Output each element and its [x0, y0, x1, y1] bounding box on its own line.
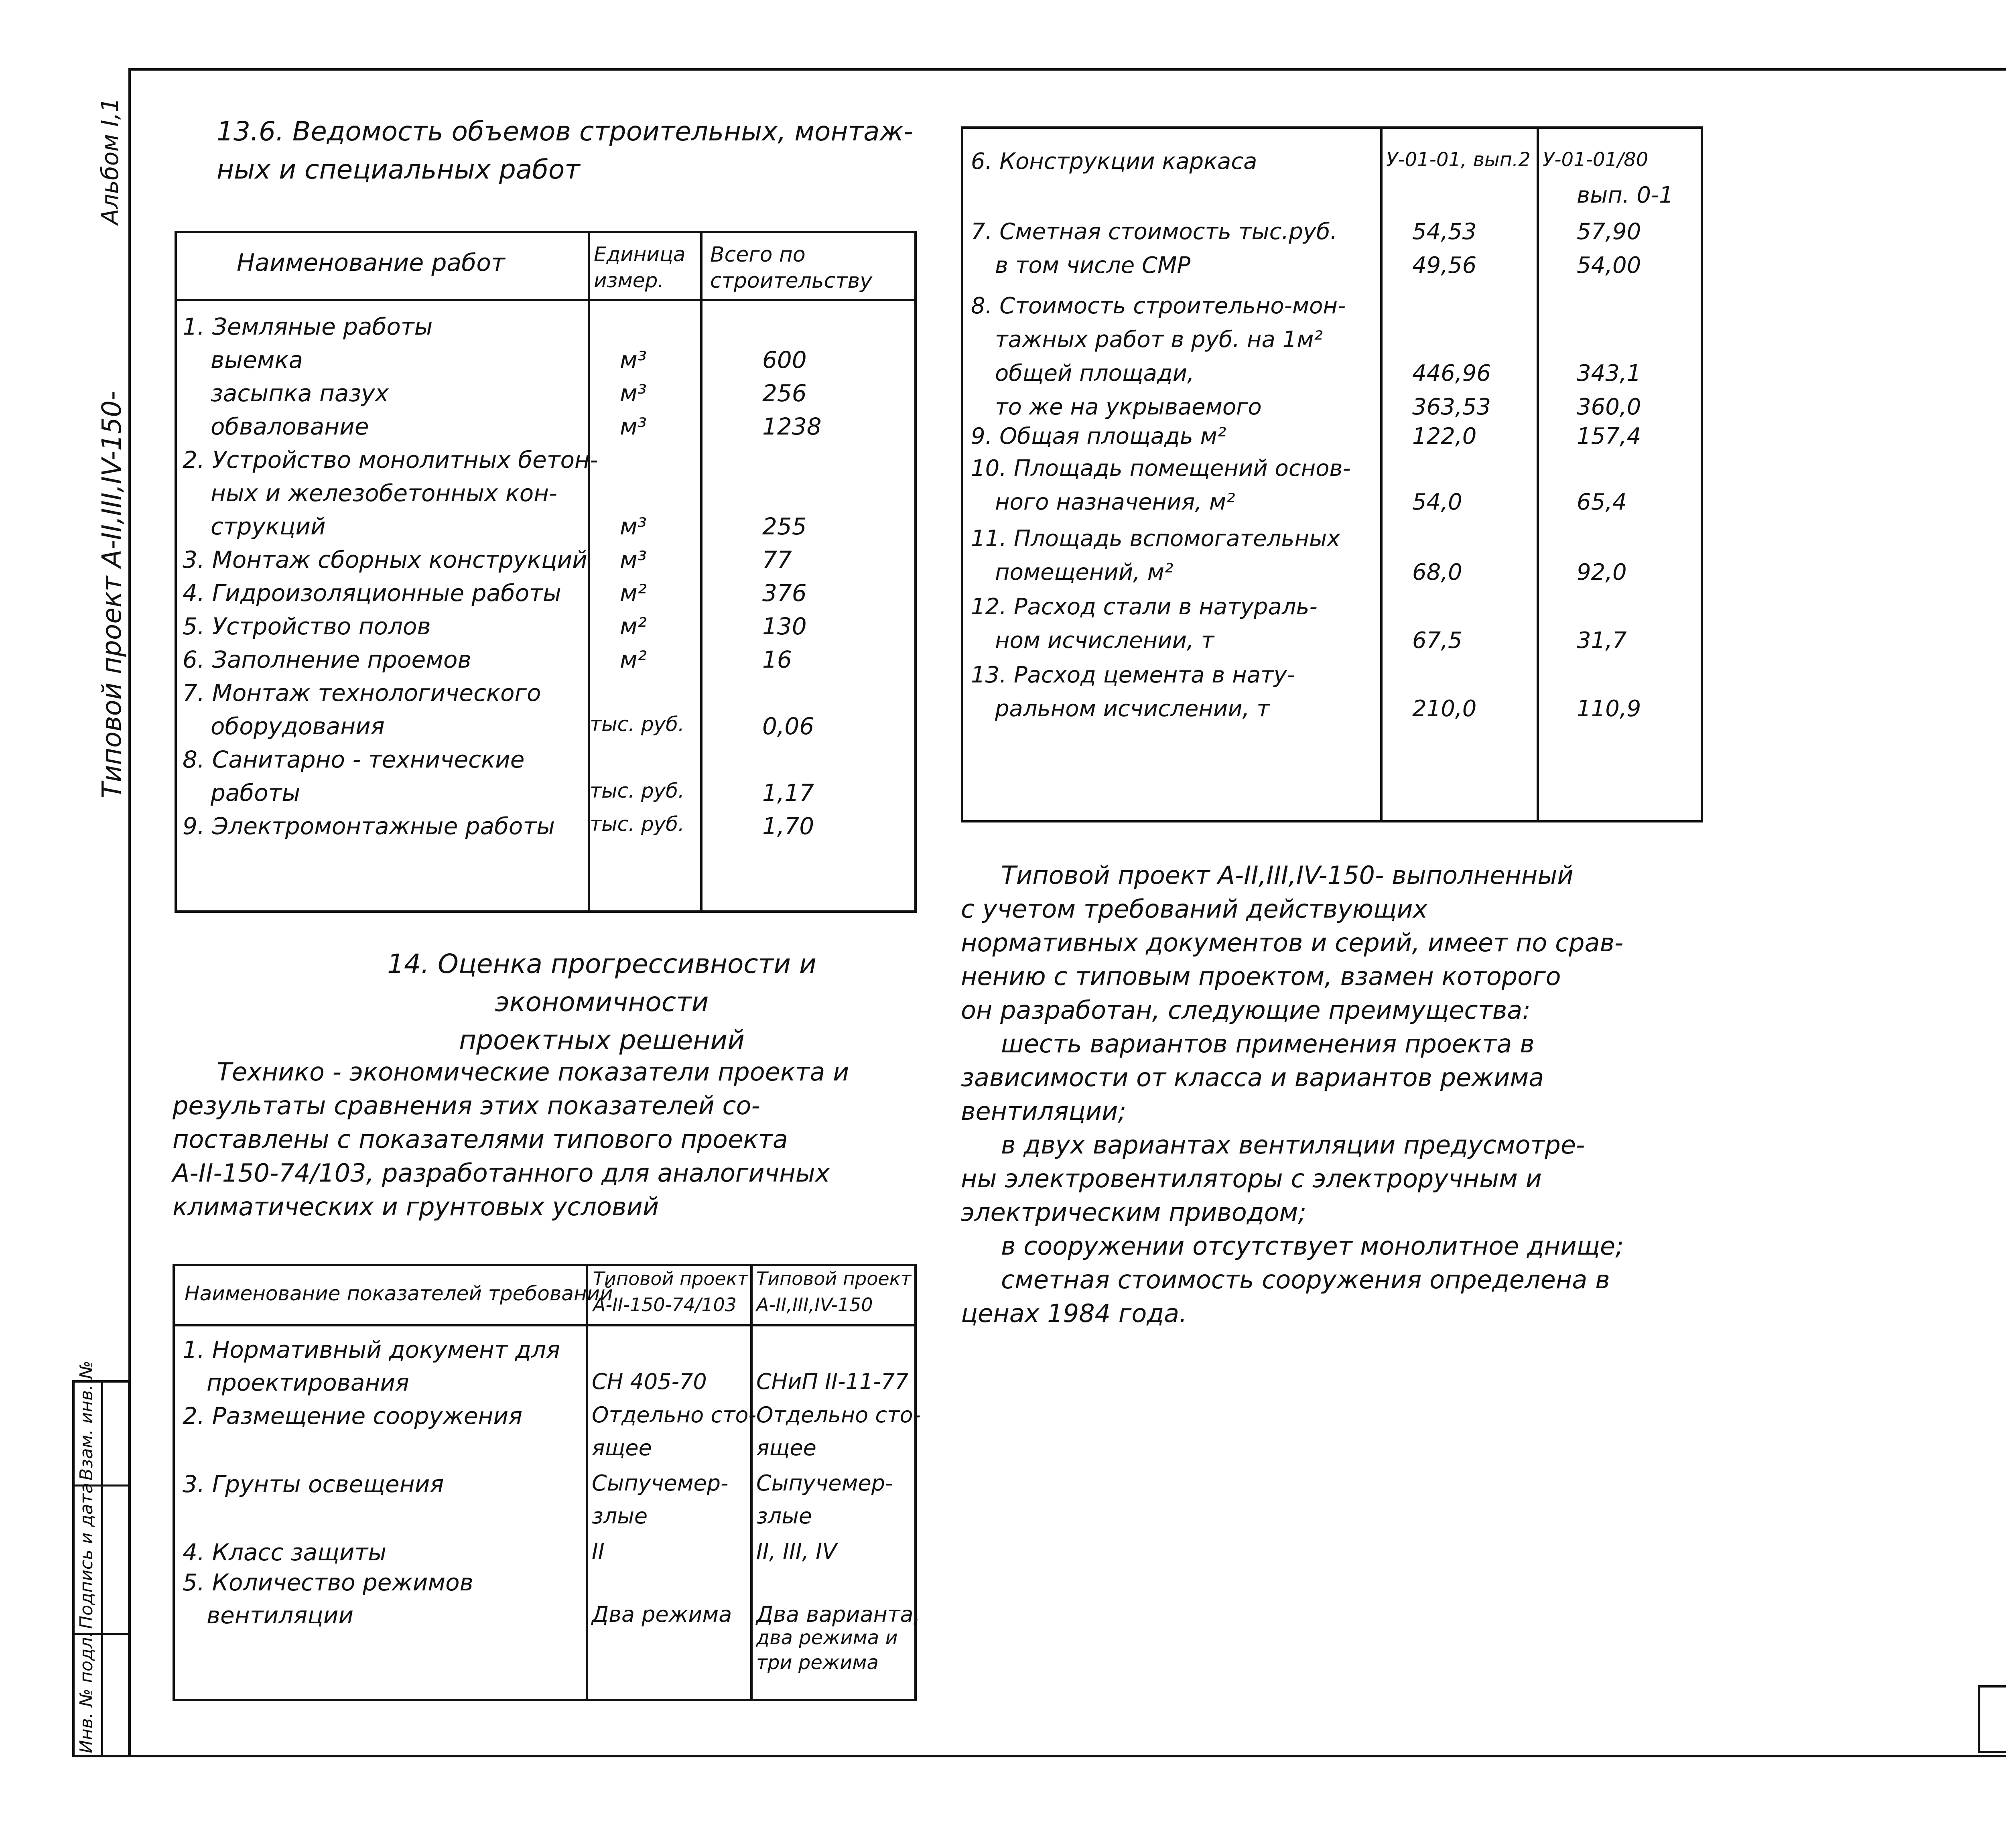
cmp-row-old: Отдельно сто- — [592, 1402, 757, 1428]
works-header-unit-2: измер. — [594, 269, 664, 292]
indicator-name: 9. Общая площадь м² — [971, 423, 1226, 449]
works-row-name: 2. Устройство монолитных бетон- — [183, 446, 598, 473]
works-row-unit: тыс. руб. — [590, 713, 684, 736]
indicator-new: вып. 0-1 — [1577, 182, 1673, 208]
conclusion-line: с учетом требований действующих — [961, 894, 1428, 924]
section14-intro — [173, 1055, 927, 1224]
works-row-value: 1,70 — [762, 812, 814, 840]
conclusion-line: нению с типовым проектом, взамен которого — [961, 962, 1561, 991]
intro-line: климатических и грунтовых условий — [173, 1192, 659, 1221]
cmp-row-new: злые — [756, 1503, 812, 1529]
cmp-row-name: 4. Класс защиты — [183, 1539, 387, 1566]
cmp-row-new: два режима и — [756, 1627, 898, 1649]
margin-field-sign: Подпись и дата — [76, 1482, 97, 1629]
cmp-row-new: Два варианта, — [756, 1602, 920, 1627]
conclusion-line: зависимости от класса и вариантов режима — [961, 1063, 1544, 1092]
works-row-name: 4. Гидроизоляционные работы — [183, 579, 561, 607]
works-row-name: 5. Устройство полов — [183, 613, 431, 640]
indicator-old: 446,96 — [1412, 360, 1491, 386]
cmp-row-old: II — [592, 1539, 605, 1564]
works-row-value: 376 — [762, 579, 807, 607]
cmp-row-old: ящее — [592, 1435, 652, 1460]
margin-field-vzam: Взам. инв. № — [76, 1361, 97, 1480]
conclusion-line: в двух вариантах вентиляции предусмотре- — [1001, 1130, 1585, 1160]
conclusion-line: ны электровентиляторы с электроручным и — [961, 1164, 1542, 1193]
conclusion-line: ценах 1984 года. — [961, 1299, 1187, 1328]
works-row-value: 256 — [762, 380, 807, 407]
cmp-row-name: проектирования — [207, 1369, 409, 1396]
cmp-row-old: СН 405-70 — [592, 1369, 707, 1394]
indicator-old: 67,5 — [1412, 628, 1462, 654]
conclusion-line: в сооружении отсутствует монолитное днище; — [1001, 1231, 1624, 1261]
works-row-value: 1238 — [762, 413, 822, 440]
cmp-header-old-1: Типовой проект — [593, 1268, 748, 1290]
indicator-old: У-01-01, вып.2 — [1386, 148, 1531, 171]
works-row-unit: м³ — [620, 380, 647, 407]
indicator-new: 360,0 — [1577, 394, 1641, 420]
indicator-new: 31,7 — [1577, 628, 1627, 654]
cmp-row-old: Сыпучемер- — [592, 1470, 729, 1496]
indicator-new: 57,90 — [1577, 219, 1641, 245]
cmp-header-new-2: А-II,III,IV-150 — [756, 1294, 873, 1316]
cmp-row-name: 2. Размещение сооружения — [183, 1402, 523, 1430]
cmp-row-new: СНиП II-11-77 — [756, 1369, 909, 1394]
indicator-old: 54,53 — [1412, 219, 1477, 245]
works-row-name: засыпка пазух — [211, 380, 389, 407]
cmp-row-old: Два режима — [592, 1602, 732, 1627]
margin-field-inv: Инв. № подл. — [76, 1631, 97, 1753]
works-row-unit: тыс. руб. — [590, 779, 684, 802]
works-row-name: ных и железобетонных кон- — [211, 479, 558, 507]
indicator-name: то же на укрываемого — [995, 394, 1262, 420]
indicator-name: ного назначения, м² — [995, 489, 1235, 515]
indicator-old: 210,0 — [1412, 696, 1477, 722]
indicator-name: ном исчислении, т — [995, 628, 1214, 654]
works-row-unit: м² — [620, 579, 647, 607]
indicator-old: 68,0 — [1412, 559, 1462, 585]
indicator-name: 11. Площадь вспомогательных — [971, 526, 1340, 552]
cmp-row-new: II, III, IV — [756, 1539, 837, 1564]
works-row-name: 9. Электромонтажные работы — [183, 812, 555, 840]
conclusion-line: электрическим приводом; — [961, 1198, 1307, 1227]
works-row-value: 1,17 — [762, 779, 814, 806]
conclusion — [961, 859, 1711, 1330]
album-label: Альбом I,1 — [96, 97, 124, 225]
works-row-value: 130 — [762, 613, 807, 640]
works-row-name: работы — [211, 779, 300, 806]
indicator-name: помещений, м² — [995, 559, 1174, 585]
indicator-name: 7. Сметная стоимость тыс.руб. — [971, 219, 1338, 245]
indicator-new: 54,00 — [1577, 252, 1641, 278]
works-row-unit: м³ — [620, 346, 647, 374]
works-row-value: 0,06 — [762, 713, 814, 740]
works-row-unit: м³ — [620, 513, 647, 540]
intro-line: Технико - экономические показатели проекта и — [217, 1057, 849, 1086]
conclusion-line: нормативных документов и серий, имеет по срав- — [961, 928, 1624, 957]
cmp-row-old: злые — [592, 1503, 648, 1529]
cmp-header-name: Наименование показателей требований — [185, 1282, 613, 1305]
indicator-name: 8. Стоимость строительно-мон- — [971, 293, 1346, 319]
works-row-name: обвалование — [211, 413, 369, 440]
indicator-new: У-01-01/80 — [1543, 148, 1649, 171]
works-header-total-1: Всего по — [710, 243, 806, 267]
works-row-unit: м² — [620, 613, 647, 640]
conclusion-line: сметная стоимость сооружения определена в — [1001, 1265, 1610, 1294]
indicator-name: ральном исчислении, т — [995, 696, 1270, 722]
indicator-name: общей площади, — [995, 360, 1194, 386]
indicator-new: 110,9 — [1577, 696, 1641, 722]
works-row-name: 3. Монтаж сборных конструкций — [183, 546, 587, 573]
conclusion-line: он разработан, следующие преимущества: — [961, 995, 1531, 1025]
cmp-header-new-1: Типовой проект — [756, 1268, 912, 1290]
works-row-value: 77 — [762, 546, 792, 573]
works-row-unit: м² — [620, 646, 647, 673]
works-row-value: 16 — [762, 646, 792, 673]
intro-line: А-II-150-74/103, разработанного для аналогичных — [173, 1158, 830, 1188]
works-row-name: оборудования — [211, 713, 385, 740]
indicator-name: тажных работ в руб. на 1м² — [995, 327, 1323, 353]
conclusion-line: вентиляции; — [961, 1097, 1127, 1126]
indicator-old: 49,56 — [1412, 252, 1477, 278]
works-row-name: струкций — [211, 513, 326, 540]
indicator-old: 122,0 — [1412, 423, 1477, 449]
cmp-row-name: 3. Грунты освещения — [183, 1470, 444, 1498]
indicator-new: 65,4 — [1577, 489, 1627, 515]
section14-title: 14. Оценка прогрессивности и экономичности проектных решений — [387, 948, 816, 1056]
indicator-new: 157,4 — [1577, 423, 1641, 449]
indicator-name: в том числе СМР — [995, 252, 1191, 278]
margin-project-label: Типовой проект А-II,III,IV-150- — [96, 391, 127, 798]
works-row-unit: м³ — [620, 413, 647, 440]
works-row-name: 6. Заполнение проемов — [183, 646, 471, 673]
cmp-header-old-2: А-II-150-74/103 — [593, 1294, 737, 1316]
indicator-name: 10. Площадь помещений основ- — [971, 455, 1351, 481]
intro-line: результаты сравнения этих показателей со- — [173, 1091, 760, 1120]
works-header-total-2: строительству — [710, 269, 872, 293]
section13-title: 13.6. Ведомость объемов строительных, монтаж- ных и специальных работ — [217, 116, 913, 185]
works-row-name: 8. Санитарно - технические — [183, 746, 525, 773]
indicator-old: 54,0 — [1412, 489, 1462, 515]
works-row-unit: м³ — [620, 546, 647, 573]
works-row-unit: тыс. руб. — [590, 812, 684, 836]
intro-line: поставлены с показателями типового проекта — [173, 1125, 788, 1154]
indicator-name: 13. Расход цемента в нату- — [971, 662, 1295, 688]
indicator-new: 92,0 — [1577, 559, 1627, 585]
conclusion-line: Типовой проект А-II,III,IV-150- выполненный — [1001, 861, 1574, 890]
indicator-name: 6. Конструкции каркаса — [971, 148, 1257, 175]
cmp-row-new: три режима — [756, 1651, 879, 1674]
works-row-value: 600 — [762, 346, 807, 374]
cmp-row-name: 1. Нормативный документ для — [183, 1336, 560, 1363]
cmp-row-name: 5. Количество режимов — [183, 1569, 473, 1596]
indicator-new: 343,1 — [1577, 360, 1641, 386]
cmp-row-new: Отдельно сто- — [756, 1402, 921, 1428]
works-row-value: 255 — [762, 513, 807, 540]
conclusion-line: шесть вариантов применения проекта в — [1001, 1029, 1535, 1058]
cmp-row-new: Сыпучемер- — [756, 1470, 893, 1496]
works-row-name: 7. Монтаж технологического — [183, 679, 541, 707]
works-row-name: выемка — [211, 346, 303, 374]
works-row-name: 1. Земляные работы — [183, 313, 433, 340]
cmp-row-new: ящее — [756, 1435, 816, 1460]
indicator-old: 363,53 — [1412, 394, 1491, 420]
works-header-name: Наименование работ — [237, 249, 505, 277]
works-header-unit-1: Единица — [594, 243, 686, 266]
indicator-name: 12. Расход стали в натураль- — [971, 594, 1318, 620]
cmp-row-name: вентиляции — [207, 1602, 354, 1629]
